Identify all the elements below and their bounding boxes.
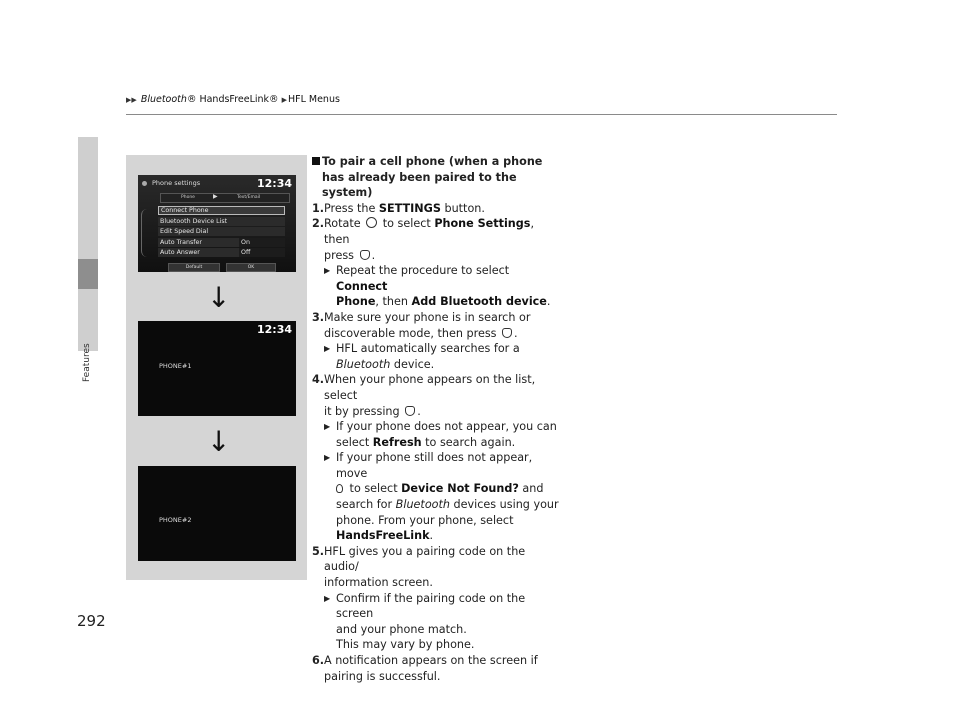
list-item-auto-answer[interactable]: Auto Answer Off [158, 248, 285, 257]
down-arrow-icon: ↓ [207, 281, 231, 314]
tab-phone[interactable]: Phone [181, 195, 195, 200]
interface-dial-icon [366, 217, 377, 228]
step-4-note-1: ▶ If your phone does not appear, you can select Refresh to search again. [324, 420, 557, 449]
clock: 12:34 [256, 177, 292, 190]
instructions [312, 154, 562, 684]
list-item-bluetooth-device-list[interactable]: Bluetooth Device List [158, 217, 285, 226]
move-down-icon [336, 484, 343, 493]
step-2: 2. Rotate to select Phone Settings, then press . [312, 217, 534, 262]
arrow-bullet-icon: ▶ [324, 422, 331, 432]
step-1: 1. Press the SETTINGS button. [312, 201, 485, 215]
press-icon [360, 250, 370, 260]
breadcrumb-item-handsfreelink: ® HandsFreeLink® [186, 94, 279, 105]
step-6: 6. A notification appears on the screen if pairing is successful. [312, 654, 538, 683]
press-icon [405, 406, 415, 416]
step-3-note: ▶ HFL automatically searches for a Bluetooth device. [324, 342, 520, 371]
down-arrow-icon: ↓ [207, 425, 231, 458]
side-tab [78, 137, 98, 351]
settings-list [158, 206, 285, 259]
step-3: 3. Make sure your phone is in search or discoverable mode, then press . [312, 310, 531, 340]
page-number: 292 [77, 612, 106, 630]
knob-arc [141, 209, 152, 257]
phone-settings-screen [138, 175, 296, 272]
breadcrumb [126, 94, 340, 105]
side-tab-marker [78, 259, 98, 289]
arrow-bullet-icon: ▶ [324, 593, 331, 603]
phone-entry[interactable]: PHONE#2 [159, 516, 192, 524]
section-heading: To pair a cell phone (when a phone has already been paired to the system) [312, 154, 562, 201]
phone-entry[interactable]: PHONE#1 [159, 362, 192, 370]
list-item-auto-transfer[interactable]: Auto Transfer On [158, 238, 285, 247]
step-4: 4. When your phone appears on the list, select it by pressing . [312, 373, 536, 418]
auto-transfer-value: On [239, 238, 285, 247]
ok-button[interactable]: OK [226, 263, 276, 272]
list-item-connect-phone[interactable]: Connect Phone [158, 206, 285, 215]
press-icon [502, 328, 512, 338]
arrow-bullet-icon: ▶ [324, 266, 331, 276]
square-bullet-icon [312, 157, 320, 165]
arrow-bullet-icon: ▶ [324, 344, 331, 354]
arrow-bullet-icon: ▶ [324, 453, 331, 463]
step-5-note: ▶ Confirm if the pairing code on the screen and your phone match. This may vary by phone. [324, 591, 526, 652]
screen-title: Phone settings [152, 179, 201, 187]
breadcrumb-item-bluetooth: Bluetooth [140, 94, 187, 105]
screen-tabs [160, 193, 290, 203]
tab-arrow-icon: ▶ [213, 193, 218, 200]
tab-text-email[interactable]: Text/Email [237, 195, 261, 200]
step-5: 5. HFL gives you a pairing code on the audio/ information screen. [312, 544, 526, 590]
pairing-screen [138, 466, 296, 561]
phone-list-screen [138, 321, 296, 416]
step-4-note-2: ▶ If your phone still does not appear, move to select Device Not Found? and search for Bluetooth devices using your phone. From your phone, select HandsFreeLink. [324, 451, 559, 543]
step-2-note: ▶ Repeat the procedure to select Connect Phone, then Add Bluetooth device. [324, 264, 551, 309]
clock: 12:34 [256, 323, 292, 336]
breadcrumb-arrow-icon: ▶▶ [126, 96, 137, 104]
default-button[interactable]: Default [168, 263, 220, 272]
auto-answer-value: Off [239, 248, 285, 257]
section-label: Features [82, 343, 92, 382]
home-icon [142, 181, 147, 186]
header-rule [126, 114, 837, 115]
screen-buttons [168, 263, 280, 270]
list-item-edit-speed-dial[interactable]: Edit Speed Dial [158, 227, 285, 236]
breadcrumb-arrow-icon: ▶ [281, 96, 287, 104]
breadcrumb-item-hfl-menus: HFL Menus [287, 94, 340, 105]
